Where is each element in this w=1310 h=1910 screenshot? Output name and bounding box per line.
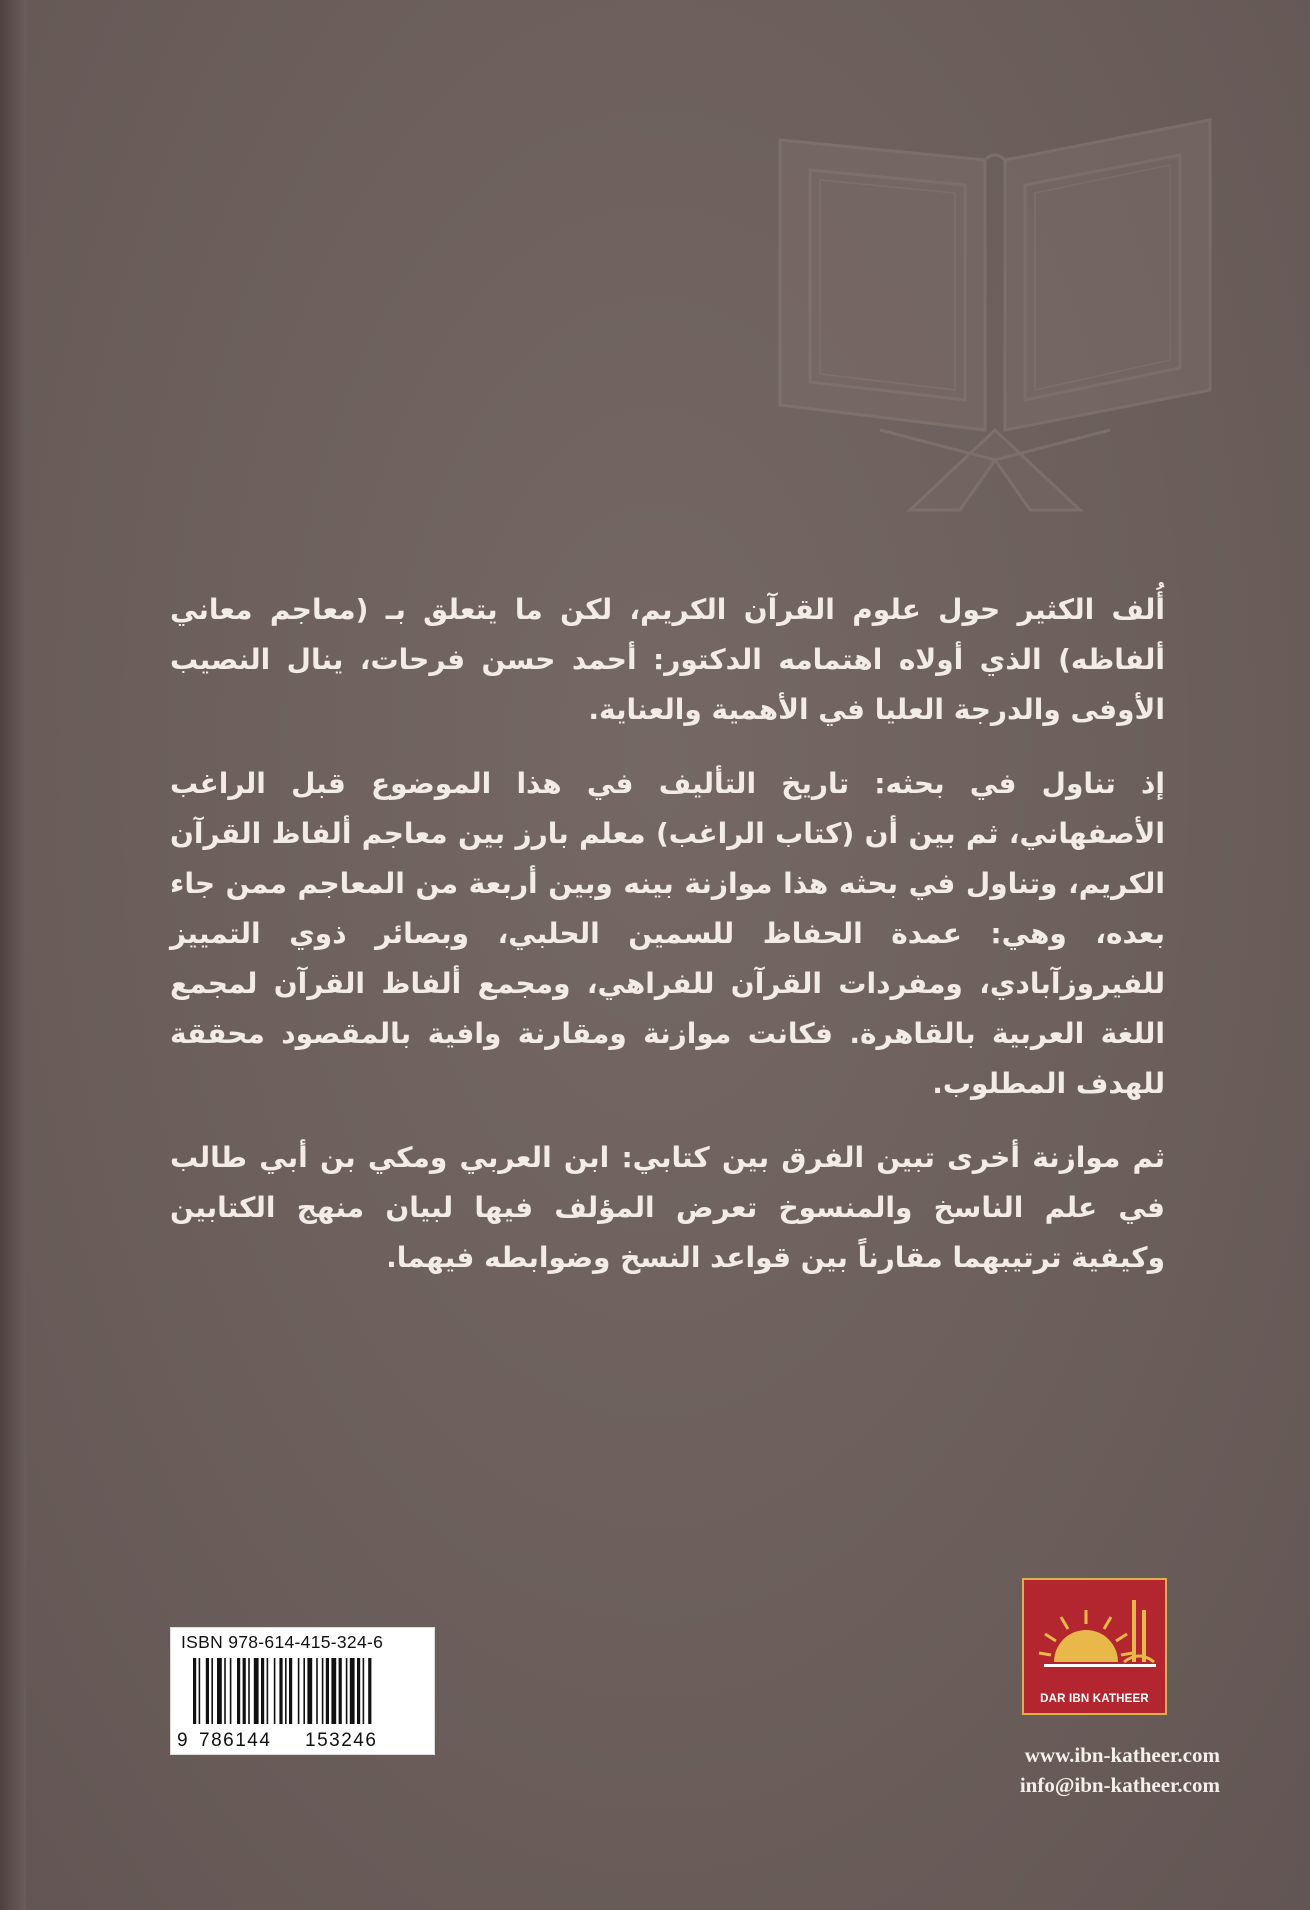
barcode-bar xyxy=(346,1658,348,1724)
barcode-bar xyxy=(217,1658,222,1724)
barcode-bar xyxy=(279,1658,282,1724)
barcode-bar xyxy=(289,1658,292,1724)
barcode-bar xyxy=(248,1658,250,1724)
barcode-bar xyxy=(322,1658,324,1724)
barcode-bar xyxy=(339,1658,342,1724)
barcode-bar xyxy=(267,1658,269,1724)
barcode-bar xyxy=(224,1658,226,1724)
barcode-bar xyxy=(230,1658,232,1724)
publisher-email: info@ibn-katheer.com xyxy=(1019,1773,1220,1797)
barcode-bar xyxy=(316,1658,318,1724)
publisher-logo-latin: DAR IBN KATHEER xyxy=(1040,1693,1149,1705)
barcode-bar xyxy=(199,1658,201,1724)
spine-edge xyxy=(0,0,26,1910)
isbn-label: ISBN 978-614-415-324-6 xyxy=(181,1632,384,1652)
barcode-bar xyxy=(331,1658,336,1724)
barcode-bar xyxy=(285,1658,287,1724)
barcode-bar xyxy=(298,1658,300,1724)
barcode-bar xyxy=(357,1658,360,1724)
barcode-bar xyxy=(243,1658,246,1724)
barcode-first-digit: 9 xyxy=(177,1730,188,1751)
barcode-bar xyxy=(237,1658,240,1724)
blurb-paragraph-3: ثم موازنة أخرى تبين الفرق بين كتابي: ابن العربي ومكي بن أبي طالب في علم الناسخ والمنسوخ تعرض المؤلف فيها لبيان منهج الكتابين وكيفية ترتيبهما مقارناً بين قواعد النسخ وضوابطه فيهما. xyxy=(170,1141,1165,1274)
blurb-paragraph-2: إذ تناول في بحثه: تاريخ التأليف في هذا الموضوع قبل الراغب الأصفهاني، ثم بين أن (كتاب الراغب) معلم بارز بين معاجم ألفاظ القرآن الكريم، وتناول في بحثه هذا موازنة بينه وبين أربعة من المعاجم ممن جاء بعده، وهي: عمدة الحفاظ للسمين الحلبي، وبصائر ذوي التمييز للفيروزآبادي، ومفردات القرآن للفراهي، ومجمع ألفاظ القرآن لمجمع اللغة العربية بالقاهرة. فكانت موازنة ومقارنة وافية بالمقصود محققة للهدف المطلوب. xyxy=(170,767,1165,1100)
barcode-bar xyxy=(307,1658,312,1724)
barcode-bar xyxy=(206,1658,209,1724)
isbn-barcode xyxy=(170,1627,435,1755)
barcode-bar xyxy=(350,1658,355,1724)
sunrise-logo-icon xyxy=(1024,1580,1165,1685)
blurb-paragraph-1: أُلف الكثير حول علوم القرآن الكريم، لكن ما يتعلق بـ (معاجم معاني ألفاظه) الذي أولاه اهتمامه الدكتور: أحمد حسن فرحات، ينال النصيب الأوفى والدرجة العليا في الأهمية والعناية. xyxy=(170,593,1165,726)
barcode-bar xyxy=(303,1658,305,1724)
barcode-bar xyxy=(261,1658,264,1724)
barcode-bar xyxy=(193,1658,196,1724)
barcode-bar xyxy=(211,1658,213,1724)
barcode-bar xyxy=(254,1658,259,1724)
barcode-group-1: 786144 xyxy=(199,1730,272,1751)
barcode-group-2: 153246 xyxy=(305,1730,378,1751)
barcode-bar xyxy=(363,1658,365,1724)
barcode-bar xyxy=(368,1658,371,1724)
barcode-bar xyxy=(326,1658,329,1724)
open-quran-icon xyxy=(760,100,1230,520)
barcode-digits xyxy=(177,1730,428,1752)
back-cover-blurb xyxy=(170,585,1165,1307)
publisher-contact xyxy=(940,1740,1220,1800)
publisher-logo xyxy=(1022,1578,1167,1715)
publisher-website: www.ibn-katheer.com xyxy=(1024,1743,1220,1767)
barcode-bar xyxy=(274,1658,276,1724)
